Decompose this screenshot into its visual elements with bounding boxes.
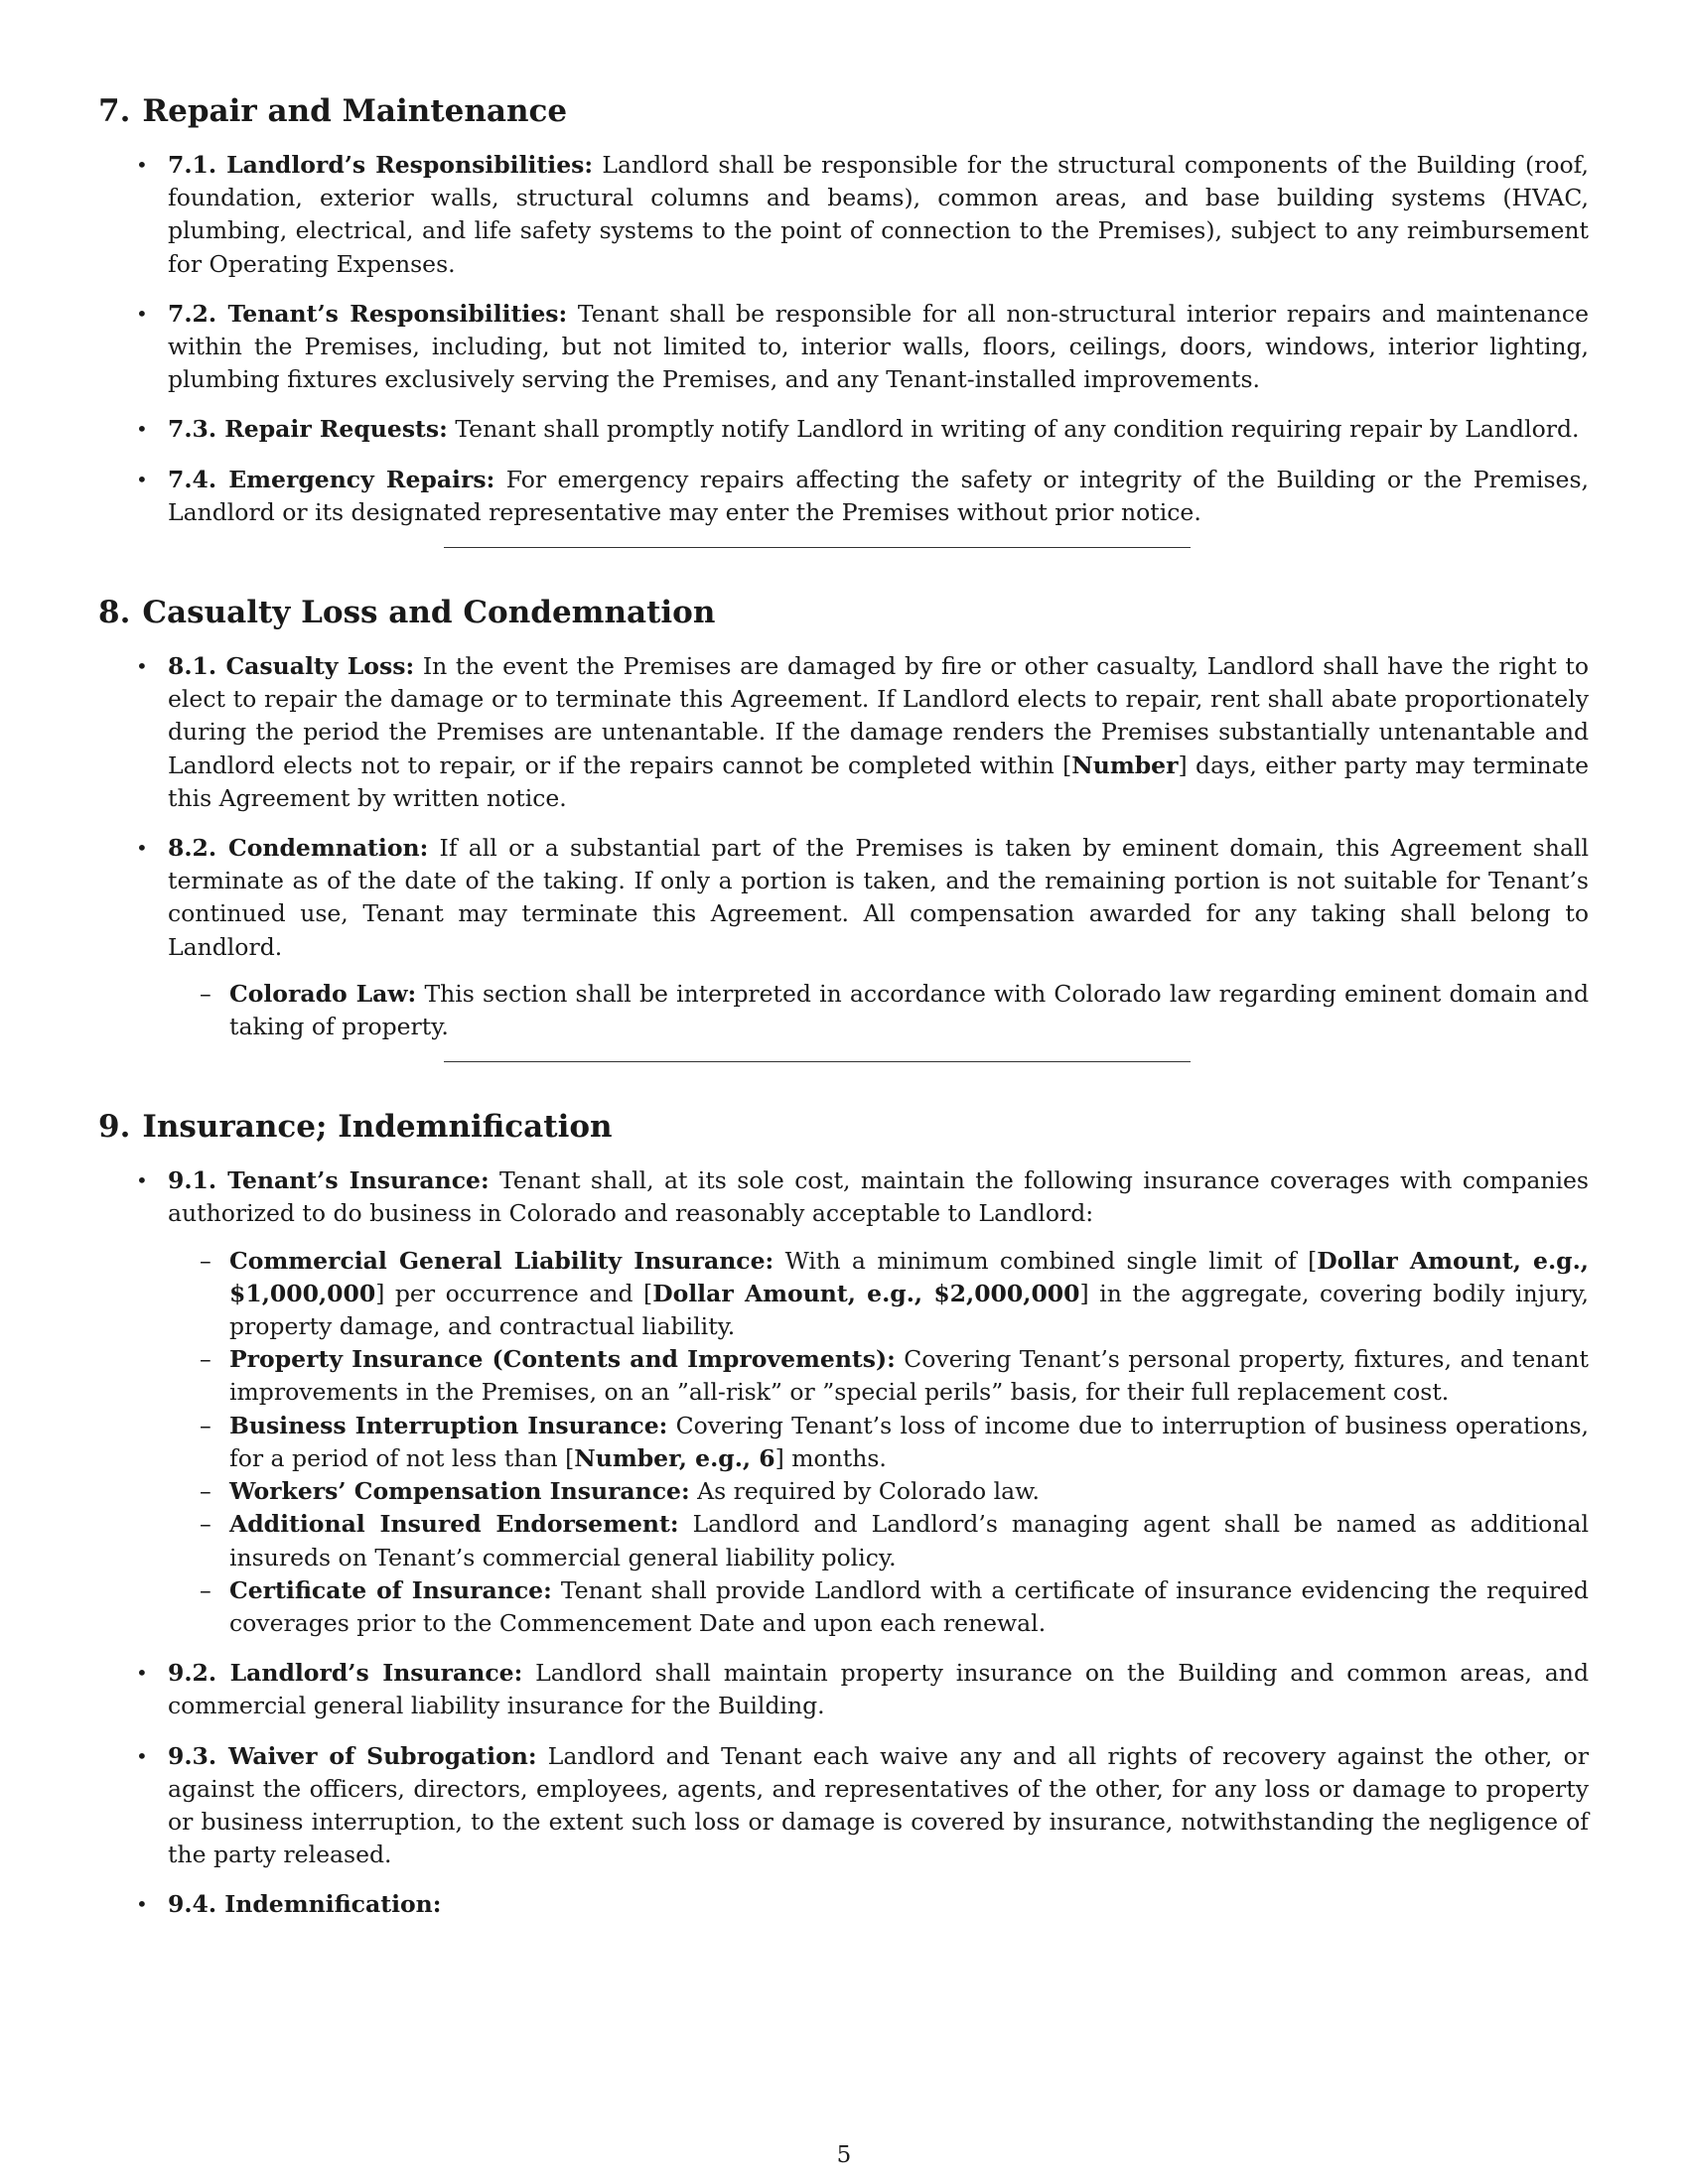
list-item: • 8.1. Casualty Loss: In the event the Premises are damaged by fire or other casualty, Landlord shall have the right to elect to repair the damage or to terminate this Agreement. If Landlord elects to repair, rent shall abate proportionately during the period the Premises are untenantable. If the damage renders the Premises substantially untenantable and Landlord elects not to repair, or if the repairs cannot be completed within [Number] days, either party may terminate this Agreement by written notice.: [136, 652, 1590, 812]
sub-list-item: – Colorado Law: This section shall be interpreted in accordance with Colorado law regarding eminent domain and taking of property.: [200, 979, 1590, 1041]
placeholder-field: Dollar Amount, e.g., $1,000,000: [229, 1246, 1589, 1307]
list-item: • 9.3. Waiver of Subrogation: Landlord and Tenant each waive any and all rights of recovery against the other, or against the officers, directors, employees, agents, and representatives of the other, for any loss or damage to property or business interruption, to the extent such loss or damage is covered by insurance, notwithstanding the negligence of the party released.: [136, 1741, 1589, 1869]
bullet-icon: •: [136, 153, 148, 177]
sub-list-item: – Certificate of Insurance: Tenant shall provide Landlord with a certificate of insurance evidencing the required coverages prior to the Commencement Date and upon each renewal.: [200, 1575, 1589, 1637]
list-item: • 7.4. Emergency Repairs: For emergency repairs affecting the safety or integrity of the Building or the Premises, Landlord or its designated representative may enter the Premises without prior notice.: [136, 465, 1589, 526]
bullet-icon: •: [136, 467, 148, 491]
placeholder-field: Dollar Amount, e.g., $2,000,000: [652, 1279, 1080, 1307]
placeholder-field: Number, e.g., 6: [574, 1443, 775, 1472]
list-item: • 7.1. Landlord’s Responsibilities: Landlord shall be responsible for the structural components of the Building (roof, foundation, exterior walls, structural columns and beams), common areas, and base building systems (HVAC, plumbing, electrical, and life safety systems to the point of connection to the Premises), subject to any reimbursement for Operating Expenses.: [136, 151, 1589, 278]
sub-list-item: – Business Interruption Insurance: Covering Tenant’s loss of income due to interruption of business operations, for a period of not less than [Number, e.g., 6] months.: [200, 1411, 1589, 1472]
bullet-icon: •: [136, 1168, 148, 1193]
section-heading: 8. Casualty Loss and Condemnation: [98, 595, 716, 631]
section-heading: 7. Repair and Maintenance: [98, 93, 568, 129]
dash-icon: –: [200, 1510, 211, 1539]
section-casualty-condemnation: [98, 593, 1589, 1043]
list-item: • 7.3. Repair Requests: Tenant shall promptly notify Landlord in writing of any condition requiring repair by Landlord.: [98, 413, 1589, 446]
section-divider: [444, 547, 1191, 548]
section-heading: 9. Insurance; Indemnification: [98, 1109, 613, 1146]
sub-list-item: – Commercial General Liability Insurance: With a minimum combined single limit of [Dollar Amount, e.g., $1,000,000] per occurrence and [Dollar Amount, e.g., $2,000,000] in the aggregate, covering bodily injury, property damage, and contractual liability.: [200, 1246, 1589, 1341]
list-item: • 9.2. Landlord’s Insurance: Landlord shall maintain property insurance on the Building and common areas, and commercial general liability insurance for the Building.: [136, 1659, 1589, 1720]
document-page: [98, 91, 1589, 1939]
sub-list-item: – Additional Insured Endorsement: Landlord and Landlord’s managing agent shall be named as additional insureds on Tenant’s commercial general liability policy.: [200, 1510, 1589, 1571]
sub-list-item: – Property Insurance (Contents and Improvements): Covering Tenant’s personal property, fixtures, and tenant improvements in the Premises, on an ”all-risk” or ”special perils” basis, for their full replacement cost.: [200, 1345, 1589, 1407]
page-number: 5: [836, 2142, 852, 2168]
bullet-icon: •: [136, 654, 148, 679]
bullet-icon: •: [136, 301, 148, 326]
list-item: • 8.2. Condemnation: If all or a substantial part of the Premises is taken by eminent domain, this Agreement shall terminate as of the date of the taking. If only a portion is taken, and the remaining portion is not suitable for Tenant’s continued use, Tenant may terminate this Agreement. All compensation awarded for any taking shall belong to Landlord. – Colorado Law: This section shall be interpreted in accordance with Colorado law regarding eminent domain and taking of property.: [98, 832, 1589, 1043]
bullet-icon: •: [136, 417, 148, 442]
dash-icon: –: [200, 1411, 211, 1439]
dash-icon: –: [200, 979, 211, 1008]
dash-icon: –: [200, 1575, 211, 1604]
section-repair-maintenance: [98, 91, 1589, 529]
section-insurance-indemnification: [98, 1107, 1589, 1921]
dash-icon: –: [200, 1345, 211, 1374]
dash-icon: –: [200, 1477, 211, 1506]
bullet-icon: •: [136, 836, 148, 861]
bullet-icon: •: [136, 1743, 148, 1768]
list-item: • 9.1. Tenant’s Insurance: Tenant shall, at its sole cost, maintain the following insurance coverages with companies authorized to do business in Colorado and reasonably acceptable to Landlord: – Commercial General Liability Insurance: With a minimum combined single limit of [Dollar Amount, e.g., $1,000,000] per occurrence and [Dollar Amount, e.g., $2,000,000] in the aggregate, covering bodily injury, property damage, and contractual liability. – Property Insurance (Contents and Improvements): Covering Tenant’s personal property, fixtures, and tenant improvements in the Premises, on an ”all-risk” or ”special perils” basis, for their full replacement cost. – Business Interruption Insurance: Covering Tenant’s loss of income due to interruption of business operations, for a period of not less than [Number, e.g., 6] months. – Workers’ Compensation Insurance: As required by Colorado law. – Additional Insured Endorsement: Landlord and Landlord’s managing agent shall be named as additional insureds on Tenant’s commercial general liability policy. – Certificate of Insurance: Tenant shall provide Landlord with a certificate of insurance evidencing the required coverages prior to the Commencement Date and upon each renewal.: [98, 1164, 1589, 1640]
sub-list-item: – Workers’ Compensation Insurance: As required by Colorado law.: [168, 1475, 1589, 1508]
bullet-icon: •: [136, 1661, 148, 1686]
dash-icon: –: [200, 1246, 211, 1275]
placeholder-field: Number: [1071, 751, 1179, 779]
section-divider: [444, 1061, 1191, 1062]
list-item: • 7.2. Tenant’s Responsibilities: Tenant shall be responsible for all non-structural interior repairs and maintenance within the Premises, including, but not limited to, interior walls, floors, ceilings, doors, windows, interior lighting, plumbing fixtures exclusively serving the Premises, and any Tenant-installed improvements.: [136, 299, 1589, 394]
bullet-icon: •: [136, 1892, 148, 1917]
list-item: • 9.4. Indemnification:: [98, 1888, 1589, 1921]
